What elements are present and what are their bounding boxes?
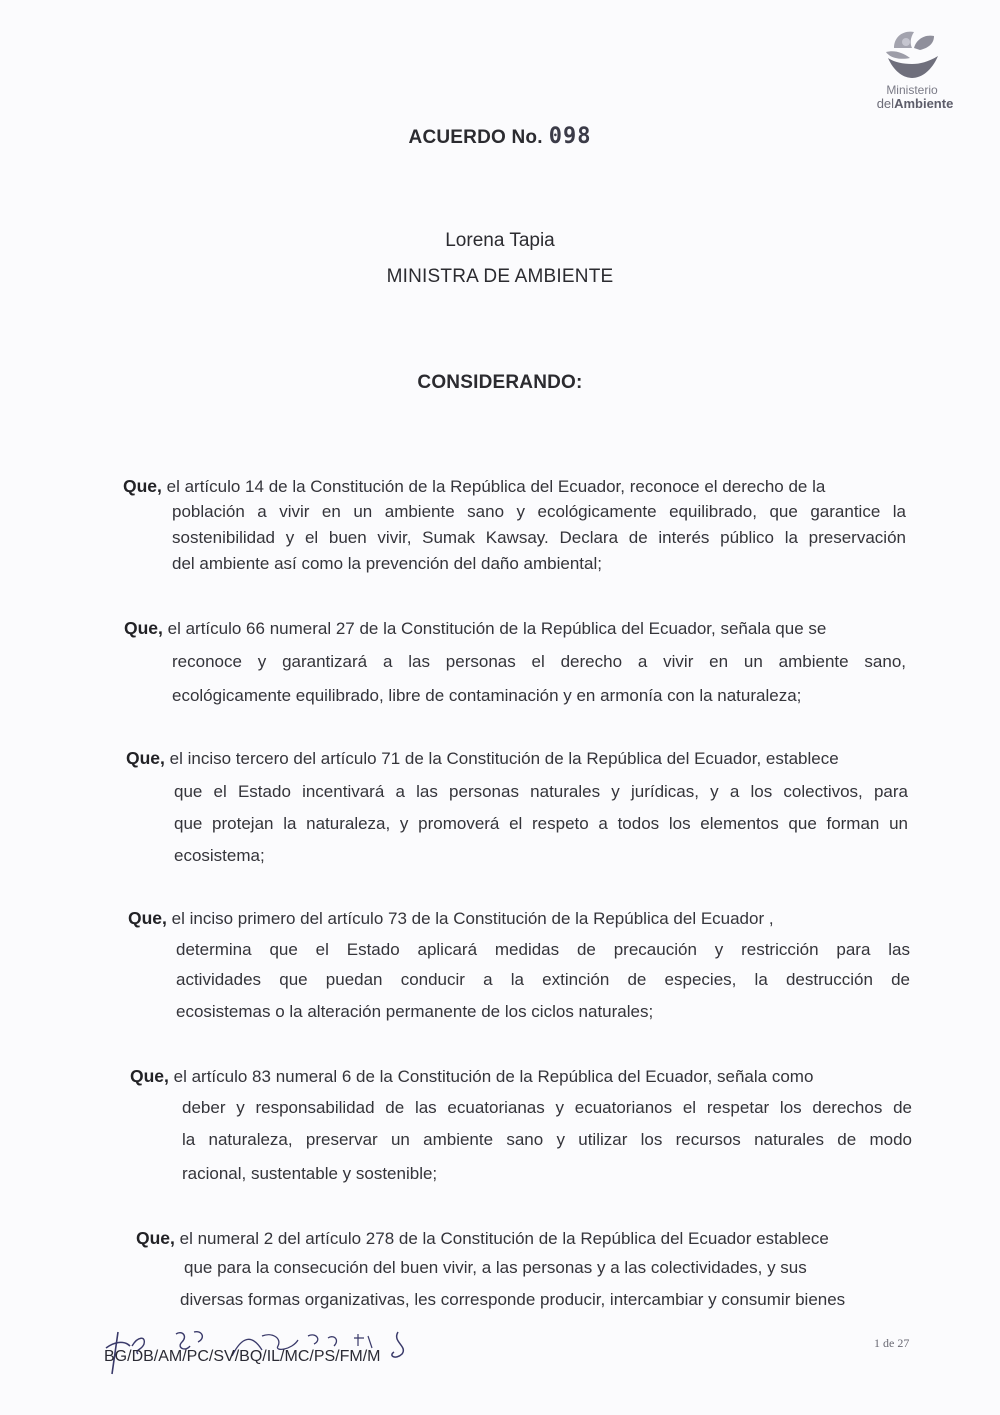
paragraph-text: el inciso primero del artículo 73 de la Constitución de la República del Ecuador , (166, 909, 774, 928)
paragraph-line: que para la consecución del buen vivir, a las personas y a las colectividades, y sus (184, 1258, 807, 1277)
que-lead: Que, (124, 618, 163, 638)
acuerdo-heading (0, 124, 1000, 149)
paragraph-line: ecosistemas o la alteración permanente de los ciclos naturales; (176, 1002, 654, 1021)
signatory-name: Lorena Tapia (445, 230, 555, 251)
paragraph-line: población a vivir en un ambiente sano y ecológicamente equilibrado, que garantice la (172, 502, 906, 521)
paragraph-first-line (124, 618, 826, 639)
paragraph-line: ecológicamente equilibrado, libre de contaminación y en armonía con la naturaleza; (172, 686, 802, 705)
paragraph-line: reconoce y garantizará a las personas el derecho a vivir en un ambiente sano, (172, 652, 906, 671)
acuerdo-label: ACUERDO No. (408, 127, 543, 148)
paragraph-text: el artículo 14 de la Constitución de la República del Ecuador, reconoce el derecho de la (161, 477, 826, 496)
paragraph-first-line (128, 908, 774, 929)
paragraph-text: el numeral 2 del artículo 278 de la Constitución de la República del Ecuador establece (174, 1229, 829, 1248)
logo-line-ministerio: Ministerio (886, 83, 938, 97)
paragraph-line: racional, sustentable y sostenible; (182, 1164, 438, 1183)
signatory-title: MINISTRA DE AMBIENTE (386, 266, 614, 287)
que-lead: Que, (123, 476, 162, 496)
footer-initials: BG/DB/AM/PC/SV/BQ/IL/MC/PS/FM/M (104, 1348, 381, 1365)
que-lead: Que, (136, 1228, 175, 1248)
paragraph-line: ecosistema; (174, 846, 265, 865)
paragraph-first-line (136, 1228, 829, 1249)
que-lead: Que, (126, 748, 165, 768)
logo-prefix: del (876, 96, 895, 111)
paragraph-line: diversas formas organizativas, les corresponde producir, intercambiar y consumir bienes (180, 1290, 846, 1309)
paragraph-line: actividades que puedan conducir a la extinción de especies, la destrucción de (176, 970, 910, 989)
que-lead: Que, (128, 908, 167, 928)
paragraph-line: que protejan la naturaleza, y promoverá el respeto a todos los elementos que forman un (174, 814, 908, 833)
section-title: CONSIDERANDO: (417, 372, 583, 393)
paragraph-line: que el Estado incentivará a las personas naturales y jurídicas, y a los colectivos, para (174, 782, 908, 801)
page-number: 1 de 27 (874, 1336, 910, 1350)
paragraph-line: del ambiente así como la prevención del daño ambiental; (172, 554, 602, 573)
logo-line-ambiente (868, 97, 962, 111)
paragraph-line: determina que el Estado aplicará medidas de precaución y restricción para las (176, 940, 910, 959)
paragraph-line: la naturaleza, preservar un ambiente sano y utilizar los recursos naturales de modo (182, 1130, 912, 1149)
paragraph-text: el inciso tercero del artículo 71 de la Constitución de la República del Ecuador, establece (164, 749, 839, 768)
paragraph-first-line (130, 1066, 813, 1087)
paragraph-text: el artículo 83 numeral 6 de la Constitución de la República del Ecuador, señala como (168, 1067, 814, 1086)
logo-bold: Ambiente (894, 96, 954, 111)
paragraph-first-line (123, 476, 825, 497)
leaf-logo-icon (880, 28, 944, 82)
acuerdo-number: 098 (548, 124, 592, 149)
que-lead: Que, (130, 1066, 169, 1086)
paragraph-line: deber y responsabilidad de las ecuatorianas y ecuatorianos el respetar los derechos de (182, 1098, 912, 1117)
ministry-logo (862, 28, 962, 111)
paragraph-line: sostenibilidad y el buen vivir, Sumak Kawsay. Declara de interés público la preservación (172, 528, 906, 547)
paragraph-text: el artículo 66 numeral 27 de la Constitución de la República del Ecuador, señala que se (162, 619, 827, 638)
paragraph-first-line (126, 748, 839, 769)
